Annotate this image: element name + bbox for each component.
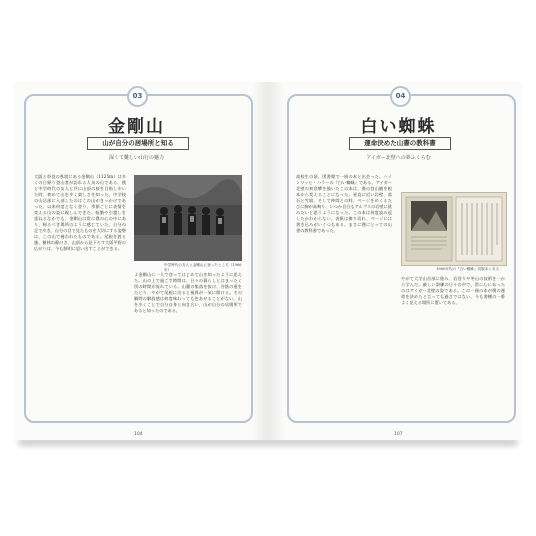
group-hikers-photo	[134, 175, 242, 261]
left-chapter-subtitle: 山が自分の居場所と知る	[87, 137, 189, 150]
left-photo	[134, 175, 242, 261]
right-chapter-badge: 04	[390, 86, 411, 107]
right-chapter-subtitle: 運命決めた山書の教科書	[349, 137, 451, 150]
left-body-column-2: よ金剛山に一人で登ってはじめて山を知ったように思えた。山の上で過ごす時間は、日々の暮らしとはまったく別の時間が流れている。山麓の集落を抜け、谷筋の道をたどり、やがて尾根に出ると視界が一気に開ける。その瞬間の解放感は何度味わっても色あせることがない。山を歩くことで自分自身と向き合い、山が自分の居場所であると知ったのである。	[134, 272, 242, 313]
right-photo	[401, 192, 507, 266]
left-body-column-1: 大阪と奈良の県境にある金剛山（1125m）は多くの日帰り登山者が訪れる人気の山である。僕と中学時代の友人と共に山頂の桜を目指し歩いた時、初めて山を歩く楽しさを知った。中学校の山岳部に入部したのはこの山がきっかけであった。以来何度となく登り、季節ごとに表情を変える山の姿に親しんできた。転勤や引越しを重ねるなかでも、金剛山は常に僕の心の中にあり、帰るべき場所のように感じていた。自分の足で歩き、自分の目で見たものを大切にする姿勢は、この山で養われたものである。尾根を渡る風、樹林の静けさ、山頂から見下ろす大阪平野の広がりは、今も鮮明に思い出すことができる。	[34, 174, 126, 251]
left-page-number: 104	[134, 432, 143, 437]
right-photo-caption: 1960年代の『白い蜘蛛』初版本と本文	[436, 267, 500, 271]
right-chapter-note: アイガー北壁への夢ふくらむ	[366, 155, 431, 161]
right-page-number: 107	[394, 432, 403, 437]
right-chapter-title: 白い蜘蛛	[360, 117, 437, 137]
left-chapter-note: 深くて難しい山行の魅力	[108, 155, 164, 161]
left-chapter-badge: 03	[127, 86, 148, 107]
left-chapter-title: 金剛山	[108, 117, 165, 137]
right-body-column-2: やがて大学山岳部に進み、岩登りや冬山の技術を一から学んだ。厳しい訓練の日々の中で、常に心にあったのはアイガー北壁の姿である。この一冊の本が僕の運命を決めたと言っても過言ではない。今も書棚の一番よく見える場所に置いてある。	[401, 276, 505, 305]
left-photo-caption: 中学時代の友人と金剛山に登ったところ（1966年）	[164, 263, 242, 272]
right-body-column-1: 高校生の頃、図書館で一冊の本と出会った。ハインリッヒ・ハラーの『白い蜘蛛』である。アイガー北壁の初登攀を描いたこの本は、僕の登山観を根本から変えることになった。垂直に近い岩壁、落石と雪崩、そして仲間との絆。ページをめくるたびに胸が高鳴り、いつか自分もアルプスの岩壁に挑みたいと思うようになった。この本は何度読み返したかわからない。表紙は擦り切れ、ページには書き込みがいくつもある。まさに僕にとっての山書の教科書であった。	[296, 174, 392, 233]
open-book-photo	[402, 193, 506, 265]
left-page	[14, 82, 269, 440]
right-page	[268, 82, 522, 440]
open-book	[14, 82, 522, 442]
